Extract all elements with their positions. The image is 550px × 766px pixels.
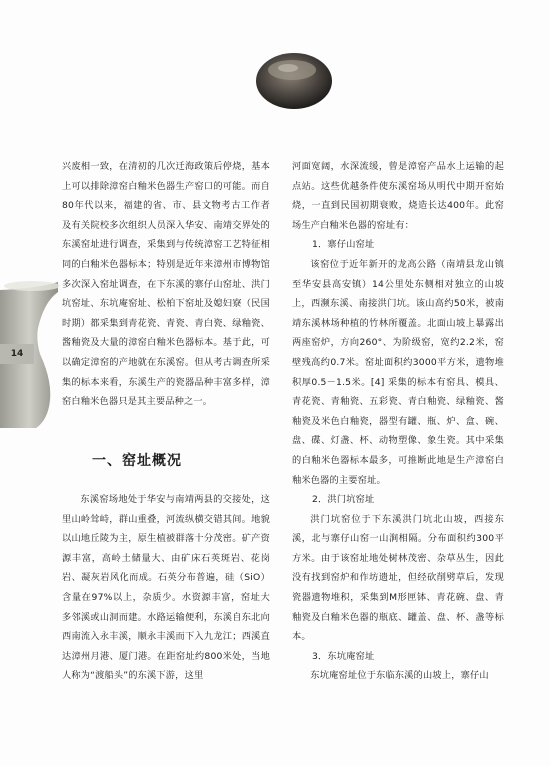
site-heading-3: 3．东坑庵窑址 [312, 650, 375, 662]
right-column [292, 157, 504, 686]
right-intro-paragraph: 河面宽阔，水深流缓，曾是漳窑产品水上运输的起点站。这些优越条件使东溪窑场从明代中期开窑始烧，一直到民国初期衰败，烧造长达400年。此窑场生产白釉米色器的窑址有： [292, 161, 504, 231]
site-body-1: 该窑位于近年新开的龙高公路（南靖县龙山镇至华安县高安镇）14公里处东侧相对独立的山坡上，西濒东溪、南接洪门坑。该山高约50米，被南靖东溪林场种植的竹林所覆盖。北面山坡上暴露出两座窑炉，方向260°、为阶级窑，宽约2.2米，窑壁残高约0.7米。窑址面积约3000平方米，遗物堆积厚0.5－1.5米。[4] 采集的标本有窑具、模具、青花瓷、青釉瓷、五彩瓷、青白釉瓷、绿釉瓷、酱釉瓷及米色白釉瓷，器型有罐、瓶、炉、盒、碗、盘、碟、灯盏、杯、动物塑像、象生瓷。其中采集的白釉米色器标本最多，可推断此地是生产漳窑白釉米色器的主要窑址。 [292, 258, 504, 486]
ceramic-bowl-image [252, 48, 336, 114]
site-heading-1: 1．寨仔山窑址 [312, 239, 375, 251]
left-top-paragraph: 兴废相一致，在清初的几次迁海政策后停烧，基本上可以排除漳窑白釉米色器生产窑口的可能。而自80年代以来，福建的省、市、县文物考古工作者及有关院校多次组织人员深入华安、南靖交界处的东溪窑址进行调查，采集到与传统漳窑工艺特征相同的白釉米色器标本；特别是近年来漳州市博物馆多次深入窑址调查，在下东溪的寨仔山窑址、洪门坑窑址、东坑庵窑址、松柏下窑址及媳妇寮（民国时期）都采集到青花瓷、青瓷、青白瓷、绿釉瓷、酱釉瓷及大量的漳窑白釉米色器标本。基于此，可以确定漳窑的产地就在东溪窑。但从考古调查所采集的标本来看，东溪生产的瓷器品种丰富多样，漳窑白釉米色器只是其主要品种之一。 [62, 161, 270, 408]
site-body-2: 洪门坑窑位于下东溪洪门坑北山坡，西接东溪，北与寨仔山窑一山涧相隔。分布面积约300平方米。由于该窑址地处树林茂密、杂草丛生，因此没有找到窑炉和作坊遗址，但经砍削劈草后，发现瓷器遗物堆积，采集到M形匣钵、青花碗、盘、青釉瓷及白釉米色器的瓶底、罐盖、盘、杯、盏等标本。 [292, 513, 504, 643]
left-bottom-paragraph: 东溪窑场地处于华安与南靖两县的交接处，这里山岭耸峙，群山重叠，河流纵横交错其间。地貌以山地丘陵为主，原生植被群落十分茂密。矿产资源丰富，高岭土储量大、由矿床石英斑岩、花岗岩、凝灰岩风化而成。石英分布普遍，硅（SiO）含量在97%以上，杂质少。水资源丰富，窑址大多邻溪或山洞而建。水路运输便利，东溪自东北向西南流入永丰溪，顺永丰溪而下入九龙江；西溪直达漳州月港、厦门港。在距窑址约800米处，当地人称为“渡船头”的东溪下游，这里 [62, 494, 270, 682]
page-number: 14 [0, 344, 34, 364]
left-column-bottom [62, 490, 270, 686]
site-heading-2: 2．洪门坑窑址 [312, 494, 375, 506]
section-title: 一、窑址概况 [92, 453, 182, 469]
site-body-3: 东坑庵窑址位于东临东溪的山坡上，寨仔山 [310, 670, 489, 682]
left-column-top [62, 157, 270, 412]
